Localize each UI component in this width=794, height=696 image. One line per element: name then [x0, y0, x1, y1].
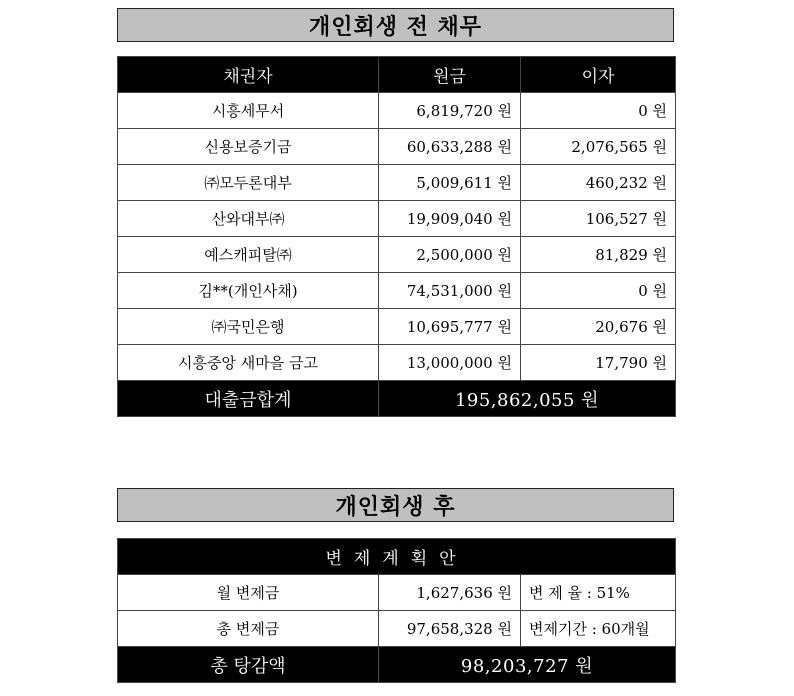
principal-cell: 74,531,000 원 [379, 273, 521, 309]
monthly-label: 월 변제금 [118, 575, 379, 611]
principal-cell: 10,695,777 원 [379, 309, 521, 345]
principal-cell: 13,000,000 원 [379, 345, 521, 381]
interest-cell: 2,076,565 원 [521, 129, 676, 165]
creditor-cell: ㈜국민은행 [118, 309, 379, 345]
creditor-cell: 예스캐피탈㈜ [118, 237, 379, 273]
creditor-cell: 산와대부㈜ [118, 201, 379, 237]
interest-cell: 81,829 원 [521, 237, 676, 273]
table-row [118, 201, 676, 237]
interest-cell: 460,232 원 [521, 165, 676, 201]
principal-cell: 5,009,611 원 [379, 165, 521, 201]
total-value: 195,862,055 원 [379, 381, 676, 417]
period-text: 변제기간 : 60개월 [521, 611, 676, 647]
table-row [118, 611, 676, 647]
total-row [118, 381, 676, 417]
repayment-table [117, 538, 676, 683]
interest-cell: 106,527 원 [521, 201, 676, 237]
before-title: 개인회생 전 채무 [117, 8, 674, 42]
debt-table [117, 56, 676, 417]
header-principal: 원금 [379, 57, 521, 93]
table-row [118, 345, 676, 381]
after-title: 개인회생 후 [117, 488, 674, 522]
table-row [118, 129, 676, 165]
table-row [118, 93, 676, 129]
creditor-cell: 시흥세무서 [118, 93, 379, 129]
repayment-plan-header [118, 539, 676, 575]
creditor-cell: ㈜모두론대부 [118, 165, 379, 201]
creditor-cell: 김**(개인사채) [118, 273, 379, 309]
principal-cell: 60,633,288 원 [379, 129, 521, 165]
interest-cell: 0 원 [521, 93, 676, 129]
reduction-value: 98,203,727 원 [379, 647, 676, 683]
rate-text: 변 제 율 : 51% [521, 575, 676, 611]
debt-table-header [118, 57, 676, 93]
total-repay-label: 총 변제금 [118, 611, 379, 647]
monthly-value: 1,627,636 원 [379, 575, 521, 611]
total-label: 대출금합계 [118, 381, 379, 417]
header-interest: 이자 [521, 57, 676, 93]
table-row [118, 273, 676, 309]
interest-cell: 17,790 원 [521, 345, 676, 381]
principal-cell: 19,909,040 원 [379, 201, 521, 237]
interest-cell: 20,676 원 [521, 309, 676, 345]
table-row [118, 309, 676, 345]
total-repay-value: 97,658,328 원 [379, 611, 521, 647]
table-row [118, 165, 676, 201]
principal-cell: 6,819,720 원 [379, 93, 521, 129]
table-row [118, 237, 676, 273]
principal-cell: 2,500,000 원 [379, 237, 521, 273]
header-creditor: 채권자 [118, 57, 379, 93]
table-row [118, 575, 676, 611]
reduction-row [118, 647, 676, 683]
creditor-cell: 시흥중앙 새마을 금고 [118, 345, 379, 381]
reduction-label: 총 탕감액 [118, 647, 379, 683]
creditor-cell: 신용보증기금 [118, 129, 379, 165]
interest-cell: 0 원 [521, 273, 676, 309]
plan-header: 변제계획안 [118, 539, 676, 575]
